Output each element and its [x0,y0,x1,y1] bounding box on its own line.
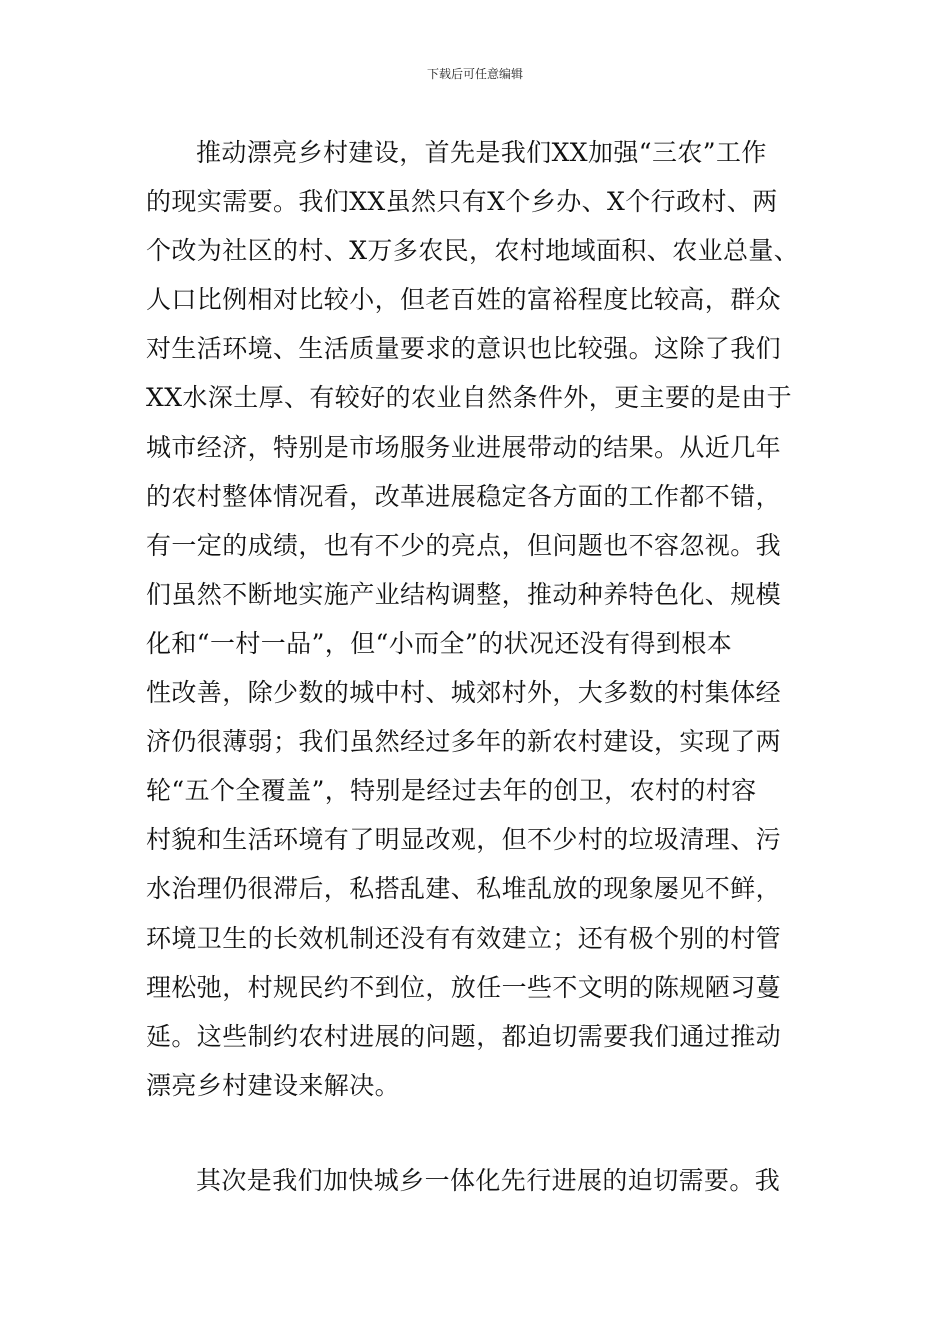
paragraph-line: 的现实需要。我们XX虽然只有X个乡办、X个行政村、两 [146,187,778,217]
paragraph-line: 环境卫生的长效机制还没有有效建立；还有极个别的村管 [146,923,782,953]
paragraph-spacer [146,1110,818,1156]
paragraph-line: 对生活环境、生活质量要求的意识也比较强。这除了我们 [146,334,782,364]
paragraph-line: 的农村整体情况看，改革进展稳定各方面的工作都不错， [146,481,782,511]
paragraph-line: 漂亮乡村建设来解决。 [146,1070,401,1100]
page-header: 下载后可任意编辑 [426,67,523,81]
paragraph-line: 理松弛，村规民约不到位，放任一些不文明的陈规陋习蔓 [146,972,782,1002]
paragraph-line: 有一定的成绩，也有不少的亮点，但问题也不容忽视。我 [146,530,782,560]
paragraph-line: 延。这些制约农村进展的问题，都迫切需要我们通过推动 [146,1021,782,1051]
paragraph-line: 们虽然不断地实施产业结构调整，推动种养特色化、规模 [146,579,782,609]
paragraph-line: 村貌和生活环境有了明显改观，但不少村的垃圾清理、污 [146,825,782,855]
paragraph-line: 推动漂亮乡村建设，首先是我们XX加强“三农”工作 [196,138,767,167]
paragraph-line: 性改善，除少数的城中村、城郊村外，大多数的村集体经 [146,678,782,708]
paragraph-2 [146,1156,818,1205]
paragraph-line: 个改为社区的村、X万多农民，农村地域面积、农业总量、 [146,236,800,266]
paragraph-line: 城市经济，特别是市场服务业进展带动的结果。从近几年 [146,432,782,462]
paragraph-line: 化和“一村一品”，但“小而全”的状况还没有得到根本 [146,628,733,658]
paragraph-line: XX水深土厚、有较好的农业自然条件外，更主要的是由于 [146,383,792,413]
paragraph-line: 轮“五个全覆盖”，特别是经过去年的创卫，农村的村容 [146,776,757,806]
document-body [146,128,818,1205]
paragraph-line: 人口比例相对比较小，但老百姓的富裕程度比较高，群众 [146,285,782,315]
paragraph-line: 水治理仍很滞后，私搭乱建、私堆乱放的现象屡见不鲜， [146,874,782,904]
paragraph-1 [146,128,818,1110]
paragraph-line: 其次是我们加快城乡一体化先行进展的迫切需要。我 [196,1165,781,1195]
paragraph-line: 济仍很薄弱；我们虽然经过多年的新农村建设，实现了两 [146,727,782,757]
